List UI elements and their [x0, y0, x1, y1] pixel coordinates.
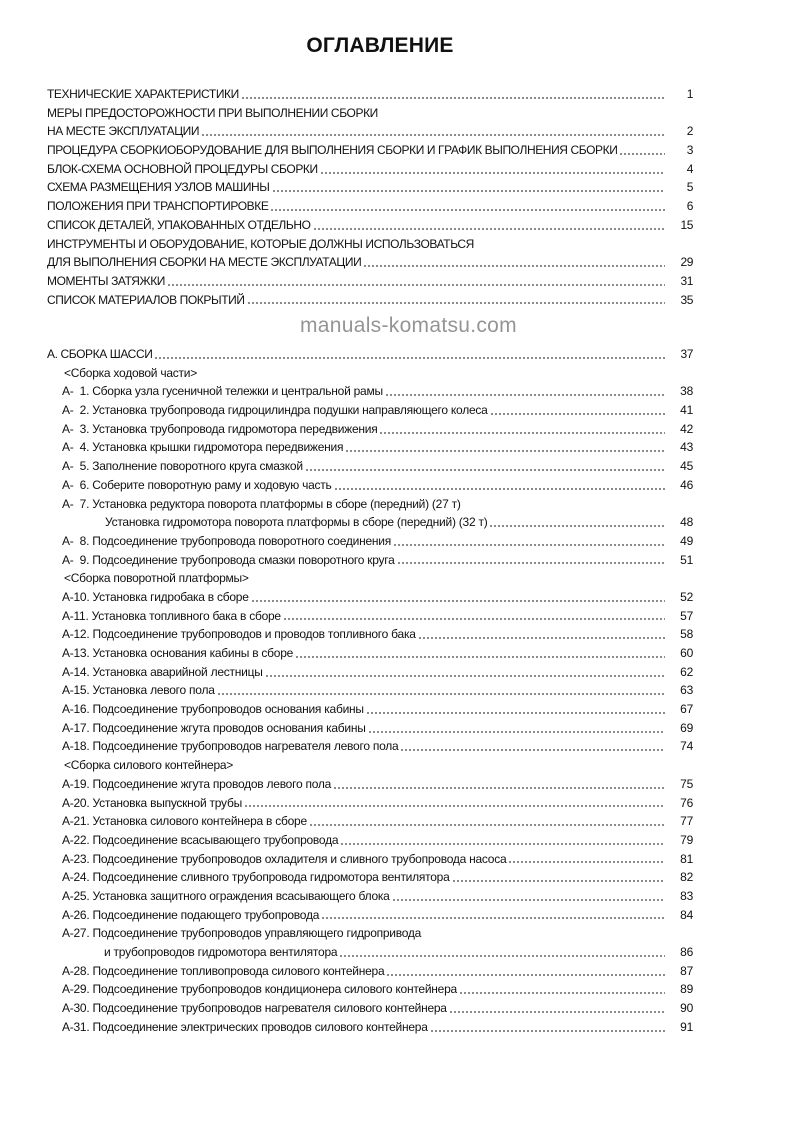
page-title: ОГЛАВЛЕНИЕ [306, 34, 454, 57]
toc-entry-label: А-17. Подсоединение жгута проводов основания кабины [62, 720, 366, 735]
toc-entry-label: А-28. Подсоединение топливопровода силового контейнера [62, 963, 385, 978]
toc-page-number: 87 [680, 963, 693, 978]
toc-entry-label: ТЕХНИЧЕСКИЕ ХАРАКТЕРИСТИКИ [47, 87, 239, 101]
toc-page-number: 69 [680, 720, 693, 735]
dot-leader [363, 265, 665, 267]
dot-leader [400, 749, 665, 751]
toc-group-header [47, 364, 693, 383]
toc-group-header [47, 569, 693, 588]
toc-page-number: 58 [680, 627, 693, 642]
dot-leader [392, 899, 665, 901]
dot-leader [247, 302, 665, 304]
toc-entry[interactable] [47, 868, 693, 887]
toc-entry[interactable] [47, 197, 693, 216]
toc-entry-label: А- 2. Установка трубопровода гидроцилиндра подушки направляющего колеса [62, 403, 488, 418]
dot-leader [272, 190, 665, 192]
toc-entry-label: А-22. Подсоединение всасывающего трубопровода [62, 832, 339, 847]
dot-leader [508, 861, 665, 863]
toc-entry[interactable] [47, 495, 693, 514]
toc-entry-label: А- 9. Подсоединение трубопровода смазки поворотного круга [62, 552, 395, 567]
toc-entry-label: ИНСТРУМЕНТЫ И ОБОРУДОВАНИЕ, КОТОРЫЕ ДОЛЖНЫ ИСПОЛЬЗОВАТЬСЯ [47, 236, 474, 251]
toc-entry-label: А-13. Установка основания кабины в сборе [62, 646, 294, 660]
toc-entry-label: А-18. Подсоединение трубопроводов нагревателя левого пола [62, 739, 399, 754]
toc-page-number: 79 [680, 832, 693, 847]
dot-leader [430, 1030, 665, 1032]
toc-page-number: 15 [680, 217, 693, 232]
toc-page-number: 49 [680, 533, 693, 548]
toc-page-number: 57 [680, 608, 693, 623]
dot-leader [379, 432, 665, 434]
toc-group-header [47, 756, 693, 775]
toc-entry-label: <Сборка ходовой части> [64, 365, 197, 380]
dot-leader [244, 805, 665, 807]
dot-leader [309, 824, 665, 826]
toc-page-number: 3 [686, 143, 693, 158]
toc-entry-label: <Сборка силового контейнера> [64, 758, 234, 773]
toc-page-number: 29 [680, 255, 693, 270]
toc-page-number: 43 [680, 440, 693, 455]
toc-entry[interactable] [47, 104, 693, 123]
toc-entry[interactable] [47, 775, 693, 794]
toc-entry[interactable] [47, 551, 693, 570]
toc-page-number: 48 [680, 515, 693, 530]
toc-entry[interactable] [47, 719, 693, 738]
toc-page-number: 60 [680, 646, 693, 660]
toc-entry[interactable] [47, 438, 693, 457]
dot-leader [201, 134, 665, 136]
dot-leader [340, 843, 665, 845]
dot-leader [393, 544, 665, 546]
toc-entry-label: А-12. Подсоединение трубопроводов и проводов топливного бака [62, 627, 416, 642]
toc-entry-label: А-11. Установка топливного бака в сборе [62, 608, 281, 623]
dot-leader [345, 450, 665, 452]
toc-page-number: 83 [680, 888, 693, 903]
dot-leader [334, 488, 665, 490]
toc-page-number: 74 [680, 739, 693, 754]
toc-page-number: 84 [680, 907, 693, 922]
toc-entry[interactable] [47, 513, 693, 532]
toc-page-number: 76 [680, 795, 693, 810]
toc-page-number: 6 [686, 199, 693, 214]
toc-entry-label: А-23. Подсоединение трубопроводов охладителя и сливного трубопровода насоса [62, 851, 507, 866]
dot-leader [386, 974, 665, 976]
toc-entry-label: ПРОЦЕДУРА СБОРКИОБОРУДОВАНИЕ ДЛЯ ВЫПОЛНЕНИЯ СБОРКИ И ГРАФИК ВЫПОЛНЕНИЯ СБОРКИ [47, 143, 618, 158]
toc-entry-label: А- 3. Установка трубопровода гидромотора передвижения [62, 421, 378, 436]
toc-entry[interactable] [47, 141, 693, 160]
dot-leader [154, 357, 665, 359]
toc-entry-label: и трубопроводов гидромотора вентилятора [104, 945, 338, 959]
toc-entry-label: ПОЛОЖЕНИЯ ПРИ ТРАНСПОРТИРОВКЕ [47, 199, 269, 214]
toc-entry[interactable] [47, 420, 693, 439]
toc-page-number: 86 [680, 945, 693, 959]
toc-page-number: 67 [680, 702, 693, 717]
dot-leader [321, 917, 665, 919]
toc-page-number: 31 [680, 273, 693, 288]
toc-page-number: 51 [680, 552, 693, 567]
toc-entry-label: А- 7. Установка редуктора поворота платформы в сборе (передний) (27 т) [62, 496, 461, 511]
dot-leader [313, 228, 665, 230]
toc-entry-label: А-21. Установка силового контейнера в сборе [62, 814, 307, 829]
dot-leader [368, 731, 665, 733]
toc-entry-label: А-29. Подсоединение трубопроводов кондиционера силового контейнера [62, 982, 457, 997]
toc-entry[interactable] [47, 850, 693, 869]
toc-entry-label: А- 4. Установка крышки гидромотора передвижения [62, 440, 344, 455]
toc-entry-label: А-25. Установка защитного ограждения всасывающего блока [62, 888, 390, 903]
toc-entry-label: А-30. Подсоединение трубопроводов нагревателя силового контейнера [62, 1001, 447, 1016]
toc-entry[interactable] [47, 588, 693, 607]
toc-page-number: 45 [680, 459, 693, 474]
toc-page-number: 38 [680, 384, 693, 399]
toc-entry-label: СПИСОК МАТЕРИАЛОВ ПОКРЫТИЙ [47, 292, 245, 307]
toc-page-number: 52 [680, 589, 693, 604]
dot-leader [397, 562, 665, 564]
toc-entry[interactable] [47, 737, 693, 756]
toc-entry[interactable] [47, 1018, 693, 1037]
toc-entry-label: МОМЕНТЫ ЗАТЯЖКИ [47, 273, 166, 288]
toc-general-sections [47, 85, 693, 309]
dot-leader [490, 413, 665, 415]
toc-page-number: 42 [680, 421, 693, 436]
toc-entry[interactable] [47, 906, 693, 925]
toc-entry[interactable] [47, 345, 693, 364]
toc-entry-label: Установка гидромотора поворота платформы в сборе (передний) (32 т) [105, 515, 488, 530]
toc-entry[interactable] [47, 160, 693, 179]
toc-entry-label: А. СБОРКА ШАССИ [47, 347, 153, 361]
toc-page-number: 5 [686, 180, 693, 195]
dot-leader [418, 637, 665, 639]
toc-entry-label: А-10. Установка гидробака в сборе [62, 589, 249, 604]
dot-leader [251, 600, 665, 602]
toc-page-number: 89 [680, 982, 693, 997]
toc-entry[interactable] [47, 980, 693, 999]
dot-leader [489, 525, 665, 527]
dot-leader [241, 97, 665, 99]
toc-entry-label: <Сборка поворотной платформы> [64, 571, 249, 586]
toc-entry[interactable] [47, 216, 693, 235]
toc-entry-label: БЛОК-СХЕМА ОСНОВНОЙ ПРОЦЕДУРЫ СБОРКИ [47, 161, 318, 176]
toc-page-number: 1 [686, 87, 693, 101]
toc-entry[interactable] [47, 681, 693, 700]
toc-entry[interactable] [47, 663, 693, 682]
toc-entry-label: А- 8. Подсоединение трубопровода поворотного соединения [62, 533, 391, 548]
toc-entry[interactable] [47, 85, 693, 104]
toc-entry-label: А-27. Подсоединение трубопроводов управляющего гидропривода [62, 926, 422, 941]
toc-entry-label: А- 5. Заполнение поворотного круга смазкой [62, 459, 303, 474]
toc-entry-label: А- 6. Соберите поворотную раму и ходовую часть [62, 477, 332, 492]
dot-leader [385, 394, 665, 396]
dot-leader [452, 880, 665, 882]
toc-entry[interactable] [47, 625, 693, 644]
toc-entry[interactable] [47, 812, 693, 831]
toc-entry-label: СХЕМА РАЗМЕЩЕНИЯ УЗЛОВ МАШИНЫ [47, 180, 270, 195]
toc-page-number: 46 [680, 477, 693, 492]
toc-entry-label: А-24. Подсоединение сливного трубопровода гидромотора вентилятора [62, 870, 450, 885]
toc-page-number: 91 [680, 1019, 693, 1034]
toc-entry-label: А-31. Подсоединение электрических проводов силового контейнера [62, 1019, 428, 1034]
toc-entry[interactable] [47, 831, 693, 850]
toc-entry-label: ДЛЯ ВЫПОЛНЕНИЯ СБОРКИ НА МЕСТЕ ЭКСПЛУАТАЦИИ [47, 255, 362, 270]
dot-leader [366, 712, 665, 714]
toc-entry-label: А-16. Подсоединение трубопроводов основания кабины [62, 702, 364, 717]
toc-entry-label: А-26. Подсоединение подающего трубопровода [62, 907, 320, 922]
toc-page-number: 63 [680, 683, 693, 698]
toc-page-number: 35 [680, 292, 693, 307]
toc-entry[interactable] [47, 607, 693, 626]
watermark: manuals-komatsu.com [300, 314, 517, 337]
dot-leader [270, 209, 665, 211]
toc-page-number: 41 [680, 403, 693, 418]
toc-page-number: 62 [680, 664, 693, 679]
toc-entry-label: СПИСОК ДЕТАЛЕЙ, УПАКОВАННЫХ ОТДЕЛЬНО [47, 217, 311, 232]
toc-entry[interactable] [47, 962, 693, 981]
dot-leader [295, 656, 665, 658]
dot-leader [619, 153, 665, 155]
toc-entry-label: А-20. Установка выпускной трубы [62, 795, 242, 810]
toc-page-number: 90 [680, 1001, 693, 1016]
toc-entry-label: А-19. Подсоединение жгута проводов левого пола [62, 776, 332, 791]
toc-page-number: 77 [680, 814, 693, 829]
toc-entry[interactable] [47, 794, 693, 813]
dot-leader [449, 1011, 665, 1013]
toc-entry-label: А-15. Установка левого пола [62, 683, 215, 698]
toc-entry[interactable] [47, 532, 693, 551]
toc-entry[interactable] [47, 178, 693, 197]
toc-page-number: 82 [680, 870, 693, 885]
dot-leader [265, 675, 665, 677]
dot-leader [333, 787, 665, 789]
toc-entry[interactable] [47, 253, 693, 272]
toc-page-number: 81 [680, 851, 693, 866]
dot-leader [320, 172, 665, 174]
dot-leader [339, 955, 665, 957]
toc-entry[interactable] [47, 235, 693, 254]
toc-entry[interactable] [47, 122, 693, 141]
toc-entry[interactable] [47, 272, 693, 291]
toc-entry[interactable] [47, 291, 693, 310]
dot-leader [283, 618, 665, 620]
toc-page-number: 2 [686, 124, 693, 139]
toc-entry[interactable] [47, 457, 693, 476]
toc-entry-label: А- 1. Сборка узла гусеничной тележки и центральной рамы [62, 384, 383, 399]
dot-leader [167, 284, 665, 286]
toc-page-number: 37 [680, 347, 693, 361]
toc-chapter-a [47, 345, 693, 1036]
toc-entry-label: НА МЕСТЕ ЭКСПЛУАТАЦИИ [47, 124, 200, 139]
dot-leader [305, 469, 665, 471]
dot-leader [217, 693, 665, 695]
toc-entry[interactable] [47, 476, 693, 495]
toc-entry[interactable] [47, 644, 693, 663]
toc-entry[interactable] [47, 401, 693, 420]
toc-entry[interactable] [47, 887, 693, 906]
toc-entry[interactable] [47, 999, 693, 1018]
dot-leader [459, 992, 665, 994]
toc-entry[interactable] [47, 943, 693, 962]
toc-entry[interactable] [47, 924, 693, 943]
toc-entry-label: МЕРЫ ПРЕДОСТОРОЖНОСТИ ПРИ ВЫПОЛНЕНИИ СБОРКИ [47, 105, 378, 120]
toc-entry[interactable] [47, 382, 693, 401]
toc-page-number: 4 [686, 161, 693, 176]
toc-entry[interactable] [47, 700, 693, 719]
toc-entry-label: А-14. Установка аварийной лестницы [62, 664, 263, 679]
toc-page-number: 75 [680, 776, 693, 791]
